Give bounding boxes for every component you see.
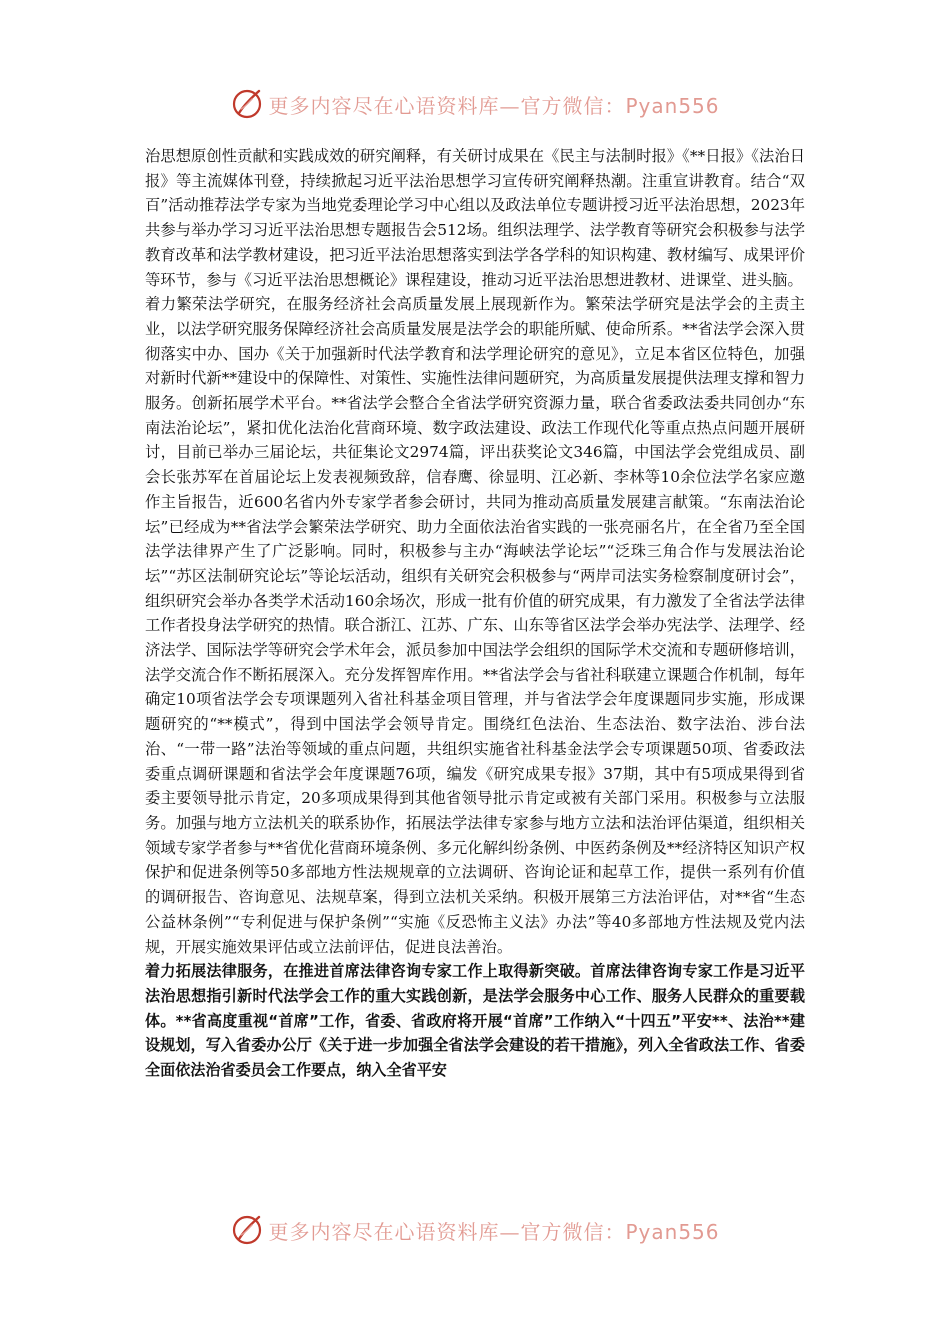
paragraph-2: 着力繁荣法学研究，在服务经济社会高质量发展上展现新作为。繁荣法学研究是法学会的主责主业，以法学研究服务保障经济社会高质量发展是法学会的职能所赋、使命所系。**省法学会深入贯彻落实中办、国办《关于加强新时代法学教育和法学理论研究的意见》，立足本省区位特色，加强对新时代新**建设中的保障性、对策性、实施性法律问题研究，为高质量发展提供法理支撑和智力服务。创新拓展学术平台。**省法学会整合全省法学研究资源力量，联合省委政法委共同创办“东南法治论坛”，紧扣优化法治化营商环境、数字政法建设、政法工作现代化等重点热点问题开展研讨，目前已举办三届论坛，共征集论文2974篇，评出获奖论文346篇，中国法学会党组成员、副会长张苏军在首届论坛上发表视频致辞，信春鹰、徐显明、江必新、李林等10余位法学名家应邀作主旨报告，近600名省内外专家学者参会研讨，共同为推动高质量发展建言献策。“东南法治论坛”已经成为**省法学会繁荣法学研究、助力全面依法治省实践的一张亮丽名片，在全省乃至全国法学法律界产生了广泛影响。同时，积极参与主办“海峡法学论坛”“泛珠三角合作与发展法治论坛”“苏区法制研究论坛”等论坛活动，组织有关研究会积极参与“两岸司法实务检察制度研讨会”，组织研究会举办各类学术活动160余场次，形成一批有价值的研究成果，有力激发了全省法学法律工作者投身法学研究的热情。联合浙江、江苏、广东、山东等省区法学会举办宪法学、法理学、经济法学、国际法学等研究会学术年会，派员参加中国法学会组织的国际学术交流和专题研修培训，法学交流合作不断拓展深入。充分发挥智库作用。**省法学会与省社科联建立课题合作机制，每年确定10项省法学会专项课题列入省社科基金项目管理，并与省法学会年度课题同步实施，形成课题研究的“**模式”，得到中国法学会领导肯定。围绕红色法治、生态法治、数字法治、涉台法治、“一带一路”法治等领域的重点问题，共组织实施省社科基金法学会专项课题50项、省委政法委重点调研课题和省法学会年度课题76项，编发《研究成果专报》37期，其中有5项成果得到省委主要领导批示肯定，20多项成果得到其他省领导批示肯定或被有关部门采用。积极参与立法服务。加强与地方立法机关的联系协作，拓展法学法律专家参与地方立法和法治评估渠道，组织相关领域专家学者参与**省优化营商环境条例、多元化解纠纷条例、中医药条例及**经济特区知识产权保护和促进条例等50多部地方性法规规章的立法调研、咨询论证和起草工作，提供一系列有价值的调研报告、咨询意见、法规草案，得到立法机关采纳。积极开展第三方法治评估，对**省“生态公益林条例”“专利促进与保护条例”“实施《反恐怖主义法》办法”等40多部地方性法规及党内法规，开展实施效果评估或立法前评估，促进良法善治。: [145, 295, 805, 956]
banner-label: 更多内容尽在心语资料库—官方微信：Pyan556: [268, 1219, 720, 1244]
wechat-id: Pyan556: [625, 93, 720, 118]
footer-watermark-banner: [0, 1210, 950, 1250]
paragraph-3: 着力拓展法律服务，在推进首席法律咨询专家工作上取得新突破。首席法律咨询专家工作是习近平法治思想指引新时代法学会工作的重大实践创新，是法学会服务中心工作、服务人民群众的重要载体。**省高度重视“首席”工作，省委、省政府将开展“首席”工作纳入“十四五”平安**、法治**建设规划，写入省委办公厅《关于进一步加强全省法学会建设的若干措施》，列入全省政法工作、省委全面依法治省委员会工作要点，纳入全省平安: [145, 962, 805, 1080]
header-watermark-banner: [0, 84, 950, 124]
pen-logo-icon: [230, 87, 264, 121]
banner-label: 更多内容尽在心语资料库—官方微信：Pyan556: [268, 93, 720, 118]
paragraph-1: 治思想原创性贡献和实践成效的研究阐释，有关研讨成果在《民主与法制时报》《**日报》《法治日报》等主流媒体刊登，持续掀起习近平法治思想学习宣传研究阐释热潮。注重宣讲教育。结合“双百”活动推荐法学专家为当地党委理论学习中心组以及政法单位专题讲授习近平法治思想，2023年共参与举办学习习近平法治思想专题报告会512场。组织法理学、法学教育等研究会积极参与法学教育改革和法学教材建设，把习近平法治思想落实到法学各学科的知识构建、教材编写、成果评价等环节，参与《习近平法治思想概论》课程建设，推动习近平法治思想进教材、进课堂、进头脑。: [145, 147, 805, 289]
wechat-id: Pyan556: [625, 1219, 720, 1244]
pen-logo-icon: [230, 1213, 264, 1247]
document-body: [145, 144, 805, 1083]
